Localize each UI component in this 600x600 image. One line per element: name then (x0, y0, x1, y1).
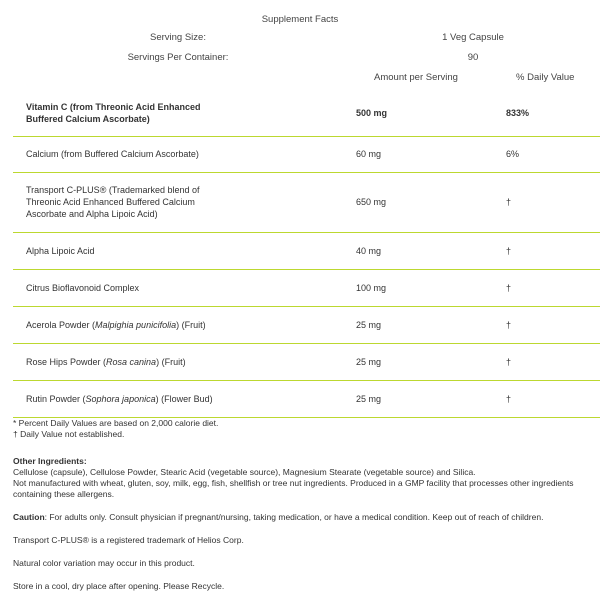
ingredient-name-suffix: ) (Fruit) (156, 356, 186, 367)
serving-size-value: 1 Veg Capsule (442, 32, 504, 43)
ingredient-name-suffix: ) (Flower Bud) (155, 393, 213, 404)
ingredient-amount: 650 mg (356, 197, 387, 207)
ingredient-name (13, 172, 356, 232)
ingredient-latin-name: Malpighia punicifolia (95, 319, 177, 330)
column-headers (0, 72, 600, 86)
ingredient-name-prefix: Acerola Powder ( (26, 319, 96, 330)
label-notes (13, 418, 588, 592)
ingredient-amount: 25 mg (356, 356, 382, 367)
servings-per-container-row (0, 52, 600, 66)
supplement-facts-title: Supplement Facts (261, 14, 339, 25)
ingredient-name-suffix: ) (Fruit) (176, 319, 206, 330)
caution-text: : For adults only. Consult physician if pregnant/nursing, taking medication, or have a medical condition. Keep out of reach of children. (44, 512, 544, 522)
ingredient-name-prefix: Rutin Powder ( (26, 393, 86, 404)
ingredient-name: Citrus Bioflavonoid Complex (26, 282, 140, 293)
ingredient-daily-value: † (506, 356, 512, 367)
daily-value-header: % Daily Value (516, 72, 575, 83)
table-row (13, 380, 600, 417)
table-row (13, 172, 600, 232)
table-row (13, 136, 600, 172)
color-variation-note: Natural color variation may occur in this product. (13, 558, 195, 568)
ingredient-latin-name: Sophora japonica (85, 393, 156, 404)
ingredient-daily-value: † (506, 282, 512, 293)
caution-label: Caution (13, 512, 45, 522)
serving-size-row (0, 32, 600, 46)
allergen-statement: Not manufactured with wheat, gluten, soy, milk, egg, fish, shellfish or tree nut ingredients. Produced in a GMP facility that processes other ingredients containing these allergens. (13, 478, 574, 499)
supplement-facts-table (13, 91, 600, 418)
ingredient-amount: 100 mg (356, 282, 387, 293)
ingredient-name (13, 306, 356, 343)
table-row (13, 343, 600, 380)
ingredient-name (13, 343, 356, 380)
table-row (13, 306, 600, 343)
ingredient-name (13, 91, 356, 136)
ingredient-name-text: Transport C-PLUS® (Trademarked blend of Threonic Acid Enhanced Buffered Calcium Ascorbate and Alpha Lipoic Acid) (26, 185, 200, 219)
ingredient-name: Alpha Lipoic Acid (26, 245, 95, 256)
table-row (13, 91, 600, 136)
ingredient-name-prefix: Rose Hips Powder ( (26, 356, 107, 367)
table-row (13, 232, 600, 269)
caution-statement (13, 512, 588, 523)
serving-size-label: Serving Size: (150, 32, 206, 43)
ingredient-amount: 60 mg (356, 149, 382, 159)
ingredient-name-text: Vitamin C (from Threonic Acid Enhanced Buffered Calcium Ascorbate) (26, 102, 201, 125)
dagger-footnote: † Daily Value not established. (13, 429, 125, 439)
ingredient-daily-value: 6% (506, 149, 520, 159)
ingredient-daily-value: † (506, 245, 512, 256)
percent-dv-footnote: * Percent Daily Values are based on 2,000 calorie diet. (13, 418, 219, 428)
ingredient-daily-value: 833% (506, 108, 530, 119)
servings-per-container-label: Servings Per Container: (127, 52, 229, 63)
ingredient-daily-value: † (506, 197, 512, 207)
other-ingredients-list: Cellulose (capsule), Cellulose Powder, Stearic Acid (vegetable source), Magnesium Stearate (vegetable source) and Silica. (13, 467, 476, 477)
ingredient-daily-value: † (506, 393, 512, 404)
ingredient-amount: 25 mg (356, 393, 382, 404)
ingredient-latin-name: Rosa canina (106, 356, 157, 367)
table-row (13, 269, 600, 306)
ingredient-name (13, 380, 356, 417)
ingredient-amount: 25 mg (356, 319, 382, 330)
other-ingredients-heading: Other Ingredients: (13, 456, 87, 466)
servings-per-container-value: 90 (467, 52, 479, 63)
ingredient-amount: 500 mg (356, 108, 388, 119)
storage-instructions: Store in a cool, dry place after opening. Please Recycle. (13, 581, 225, 591)
amount-per-serving-header: Amount per Serving (374, 72, 458, 83)
trademark-statement: Transport C-PLUS® is a registered trademark of Helios Corp. (13, 535, 244, 545)
ingredient-amount: 40 mg (356, 245, 382, 256)
ingredient-daily-value: † (506, 319, 512, 330)
ingredient-name: Calcium (from Buffered Calcium Ascorbate) (26, 149, 199, 159)
